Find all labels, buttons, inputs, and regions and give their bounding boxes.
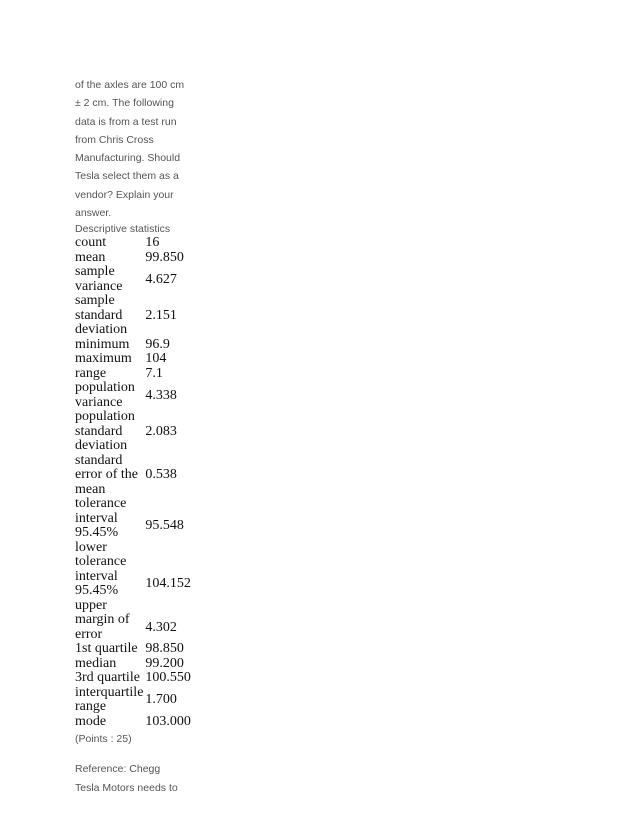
- table-row: [75, 367, 191, 382]
- stat-label: standard error of the mean: [75, 452, 138, 497]
- table-row: [75, 686, 191, 715]
- table-row: [75, 236, 191, 251]
- stat-label: minimum: [75, 336, 130, 352]
- stat-value: 98.850: [145, 641, 184, 657]
- table-row: [75, 454, 191, 498]
- stat-value: 100.550: [145, 670, 191, 686]
- table-row: [75, 410, 191, 454]
- stat-label: range: [75, 365, 107, 381]
- intro-line: Tesla select them as a: [75, 170, 179, 183]
- intro-line: of the axles are 100 cm: [75, 79, 185, 91]
- stat-value: 0.538: [145, 467, 177, 483]
- table-row: [75, 265, 191, 294]
- stat-value: 103.000: [145, 713, 191, 729]
- table-row: [75, 671, 191, 686]
- stat-value: 99.200: [145, 655, 184, 671]
- table-row: [75, 657, 191, 672]
- stat-label: sample variance: [75, 264, 123, 294]
- stat-value: 99.850: [145, 249, 184, 265]
- footer-text: [75, 760, 195, 797]
- stat-label: count: [75, 235, 107, 251]
- stat-value: 16: [145, 235, 160, 251]
- table-row: [75, 352, 191, 367]
- stat-label: median: [75, 655, 117, 671]
- stat-value: 1.700: [145, 692, 177, 708]
- stat-label: mean: [75, 249, 106, 265]
- stat-label: maximum: [75, 351, 132, 367]
- footer-line: Reference: Chegg: [75, 763, 161, 776]
- footer-line: Tesla Motors needs to: [75, 781, 178, 794]
- intro-line: answer.: [75, 207, 112, 220]
- points-label: (Points : 25): [75, 733, 132, 746]
- stat-label: population standard deviation: [75, 409, 135, 454]
- table-row: [75, 497, 191, 555]
- stat-value: 2.083: [145, 423, 177, 439]
- table-row: [75, 715, 191, 730]
- table-row: [75, 555, 191, 613]
- stat-label: mode: [75, 713, 107, 729]
- stat-value: 104: [145, 351, 167, 367]
- stat-label: 1st quartile: [75, 641, 138, 657]
- stat-label: population variance: [75, 380, 135, 410]
- stat-value: 7.1: [145, 365, 163, 381]
- table-row: [75, 294, 191, 338]
- stat-label: interquartile range: [75, 684, 144, 715]
- stat-label: tolerance interval 95.45% upper: [75, 554, 127, 613]
- intro-line: ± 2 cm. The following: [75, 97, 174, 110]
- table-row: [75, 613, 191, 642]
- table-row: [75, 642, 191, 657]
- stat-label: margin of error: [75, 612, 130, 642]
- document-body: [75, 76, 195, 797]
- intro-line: data is from a test run: [75, 115, 177, 128]
- table-row: [75, 338, 191, 353]
- stat-label: sample standard deviation: [75, 293, 128, 338]
- question-text: [75, 76, 195, 222]
- stat-value: 2.151: [145, 307, 177, 323]
- intro-line: Manufacturing. Should: [75, 152, 181, 165]
- stat-value: 4.627: [145, 271, 177, 287]
- stat-value: 4.302: [145, 619, 177, 635]
- table-row: [75, 381, 191, 410]
- stats-heading: Descriptive statistics: [75, 223, 171, 236]
- stat-value: 95.548: [145, 518, 184, 534]
- stat-label: tolerance interval 95.45% lower: [75, 496, 127, 555]
- stat-value: 4.338: [145, 387, 177, 403]
- intro-line: from Chris Cross: [75, 133, 154, 146]
- stat-label: 3rd quartile: [75, 670, 140, 686]
- stat-value: 96.9: [145, 336, 170, 352]
- stat-value: 104.152: [145, 576, 191, 592]
- table-row: [75, 251, 191, 266]
- descriptive-statistics-table: [75, 236, 191, 729]
- intro-line: vendor? Explain your: [75, 188, 174, 201]
